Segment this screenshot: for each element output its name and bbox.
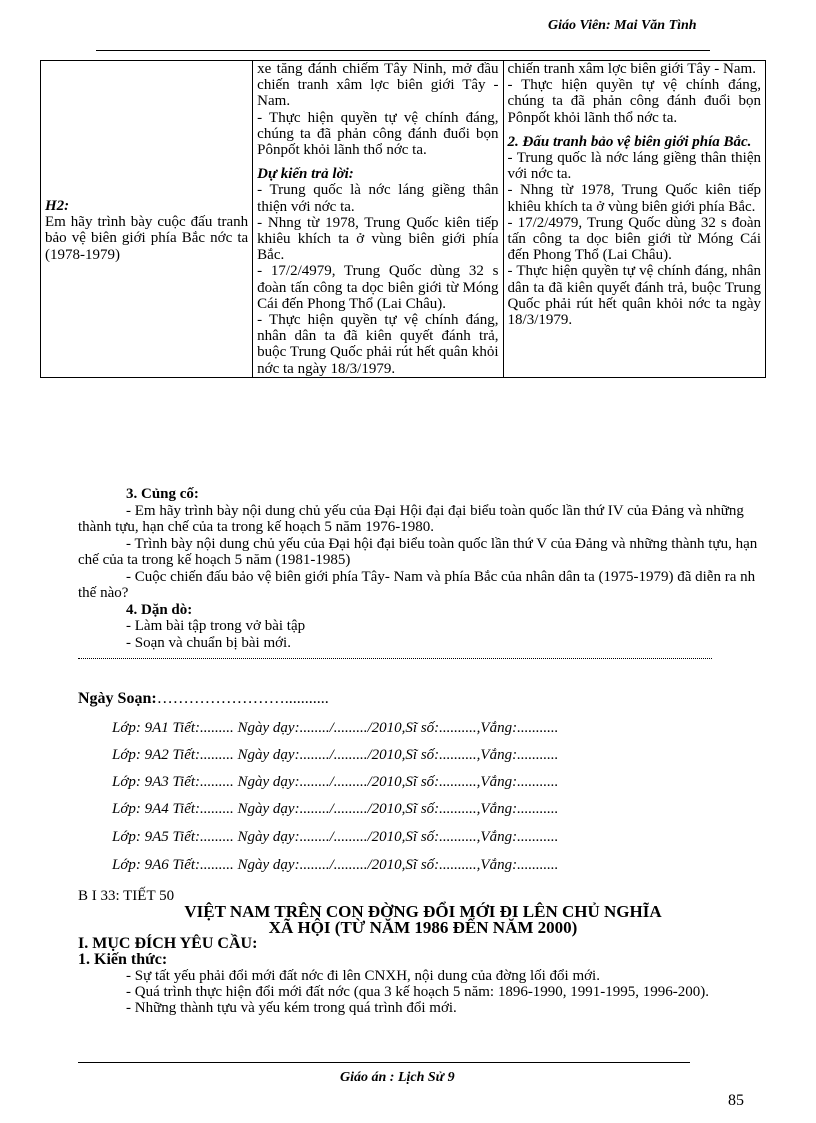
- prep-date: [78, 690, 329, 708]
- review-heading: 3. Củng cố:: [126, 486, 199, 502]
- lesson-title-line1: VIỆT NAM TRÊN CON ĐỜNG ĐỔI MỚI ĐI LÊN CHỦ NGHĨA: [184, 902, 662, 921]
- lesson-title-line2: XÃ HỘI (TỪ NĂM 1986 ĐẾN NĂM 2000): [268, 918, 578, 937]
- lesson-section: [78, 888, 768, 1016]
- homework-item: - Soạn và chuẩn bị bài mới.: [126, 634, 291, 651]
- answer-line: - Thực hiện quyền tự vệ chính đáng, nhân dân ta đã kiên quyết đánh trả, buộc Trung Quốc phải rút hết quân khỏi nớc ta ngày 18/3/1979.: [257, 312, 499, 377]
- prep-date-label: Ngày Soạn:: [78, 690, 157, 707]
- footer-rule: [78, 1062, 690, 1063]
- answer-line: - Nhng từ 1978, Trung Quốc kiên tiếp khiêu khích ta ở vùng biên giới phía Bắc.: [257, 214, 499, 264]
- objective-item: - Sự tất yếu phải đổi mới đất nớc đi lên CNXH, nội dung của đờng lối đổi mới.: [126, 968, 600, 984]
- content-line: - 17/2/4979, Trung Quốc dùng 32 s đoàn tấn công ta dọc biên giới từ Móng Cái đến Phong Thổ (Lai Châu).: [507, 214, 761, 264]
- expected-answer-cell: [253, 61, 503, 378]
- table-row: [41, 61, 766, 378]
- question-text: Em hãy trình bày cuộc đấu tranh bảo vệ biên giới phía Bắc nớc ta (1978-1979): [45, 214, 249, 263]
- answer-line: xe tăng đánh chiếm Tây Ninh, mở đầu chiến tranh xâm lợc biên giới Tây - Nam.: [257, 61, 499, 110]
- content-line: - Thực hiện quyền tự vệ chính đáng, chúng ta đã phản công đánh đuổi bọn Pônpốt khỏi lãnh thổ nớc ta.: [507, 77, 761, 126]
- objective-item: - Quá trình thực hiện đổi mới đất nớc (qua 3 kế hoạch 5 năm: 1896-1990, 1991-1995, 1996-200).: [126, 984, 710, 1000]
- class-row: Lớp: 9A1 Tiết:......... Ngày dạy:......../........./2010,Sĩ số:..........,Vắng:...........: [112, 720, 559, 736]
- answer-heading: Dự kiến trả lời:: [257, 166, 354, 183]
- content-line: - Trung quốc là nớc láng giềng thân thiện với nớc ta.: [507, 150, 761, 183]
- section-heading: I. MỤC ĐÍCH YÊU CẦU:: [78, 935, 258, 952]
- review-item: - Cuộc chiến đấu bảo vệ biên giới phía Tây- Nam và phía Bắc của nhân dân ta (1975-1979) đã diễn ra nh thế nào?: [78, 568, 756, 601]
- review-section: [78, 486, 768, 651]
- page-number: 85: [728, 1092, 744, 1109]
- class-row: Lớp: 9A6 Tiết:......... Ngày dạy:......../........./2010,Sĩ số:..........,Vắng:...........: [112, 857, 559, 873]
- prep-date-dots: ……………………...........: [156, 690, 329, 707]
- objective-item: - Những thành tựu và yếu kém trong quá trình đổi mới.: [126, 1000, 457, 1016]
- separator-dotline: [78, 658, 712, 659]
- answer-line: - Thực hiện quyền tự vệ chính đáng, chúng ta đã phản công đánh đuổi bọn Pônpốt khỏi lãnh thổ nớc ta.: [257, 109, 499, 159]
- content-line: - Nhng từ 1978, Trung Quốc kiên tiếp khiêu khích ta ở vùng biên giới phía Bắc.: [507, 182, 761, 215]
- class-row: Lớp: 9A3 Tiết:......... Ngày dạy:......../........./2010,Sĩ số:..........,Vắng:...........: [112, 774, 559, 790]
- review-item: - Trình bày nội dung chủ yếu của Đại hội đại biểu toàn quốc lần thứ V của Đảng và những thành tựu, hạn chế của ta trong kế hoạch 5 năm (1981-1985): [78, 535, 758, 568]
- homework-item: - Làm bài tập trong vở bài tập: [126, 618, 306, 634]
- review-item: - Em hãy trình bày nội dung chủ yếu của Đại Hội đại đại biểu toàn quốc lần thứ IV của Đảng và những thành tựu, hạn chế của ta trong kế hoạch 5 năm 1976-1980.: [78, 502, 744, 535]
- content-line: - Thực hiện quyền tự vệ chính đáng, nhân dân ta đã kiên quyết đánh trả, buộc Trung Quốc phải rút hết quân khỏi nớc ta ngày 18/3/1979.: [507, 263, 761, 329]
- content-cell: [503, 61, 765, 378]
- answer-line: - Trung quốc là nớc láng giềng thân thiện với nớc ta.: [257, 182, 499, 215]
- homework-heading: 4. Dặn dò:: [126, 601, 193, 618]
- content-line: chiến tranh xâm lợc biên giới Tây - Nam.: [507, 61, 756, 77]
- class-row: Lớp: 9A5 Tiết:......... Ngày dạy:......../........./2010,Sĩ số:..........,Vắng:...........: [112, 829, 559, 845]
- subsection-heading: 1. Kiến thức:: [78, 951, 168, 968]
- content-heading: 2. Đấu tranh bảo vệ biên giới phía Bắc.: [507, 133, 752, 150]
- lesson-table: [40, 60, 766, 378]
- lesson-number: B I 33: TIẾT 50: [78, 888, 175, 904]
- class-row: Lớp: 9A2 Tiết:......... Ngày dạy:......../........./2010,Sĩ số:..........,Vắng:...........: [112, 747, 559, 763]
- question-cell: [41, 61, 253, 378]
- header-teacher: Giáo Viên: Mai Văn Tình: [548, 18, 697, 33]
- header-rule: [96, 50, 710, 51]
- class-row: Lớp: 9A4 Tiết:......... Ngày dạy:......../........./2010,Sĩ số:..........,Vắng:...........: [112, 801, 559, 817]
- answer-line: - 17/2/4979, Trung Quốc dùng 32 s đoàn tấn công ta dọc biên giới từ Móng Cái đến Phong Thổ (Lai Châu).: [257, 263, 499, 312]
- footer-title: Giáo án : Lịch Sử 9: [340, 1070, 455, 1085]
- question-label: H2:: [45, 198, 70, 214]
